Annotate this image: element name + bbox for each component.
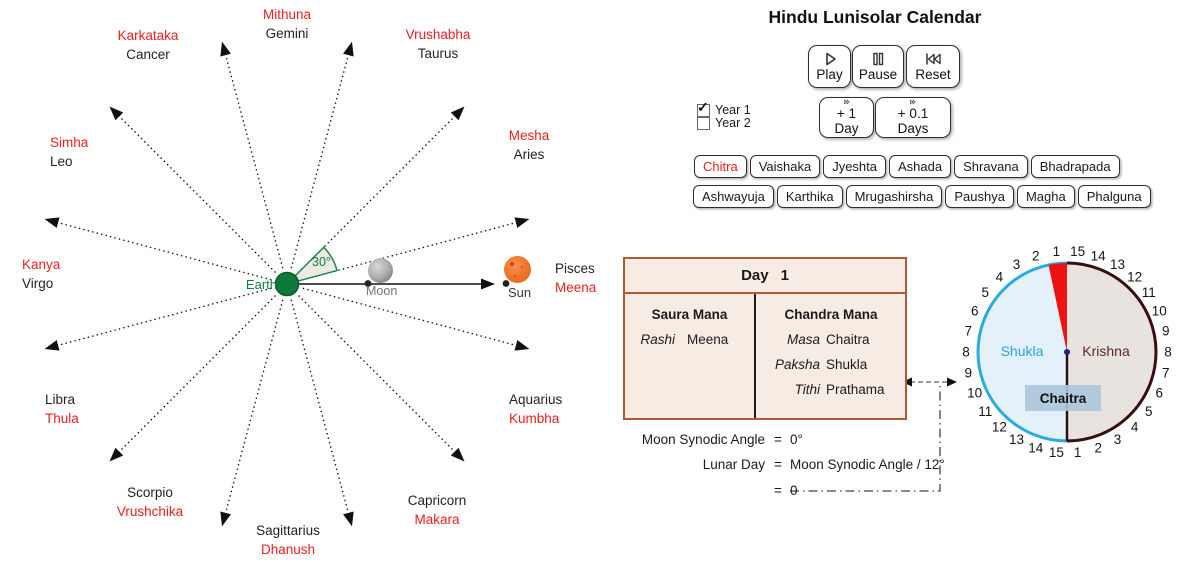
fast-forward-icon [838, 99, 856, 105]
tithi-value: Prathama [826, 382, 885, 397]
day-label: Day [741, 267, 769, 284]
tithi-number: 1 [1073, 444, 1082, 460]
saura-mana-title: Saura Mana [651, 307, 728, 322]
tithi-number: 11 [978, 403, 993, 419]
lunar-day-formula: Lunar Day = Moon Synodic Angle / 12° [702, 457, 945, 472]
reset-icon [923, 52, 943, 66]
rashi-angle-label: 30° [312, 255, 331, 269]
zodiac-ray [223, 45, 283, 268]
masa-value: Chaitra [826, 332, 870, 347]
month-tab-chitra[interactable]: Chitra [694, 155, 747, 178]
zodiac-ray [112, 296, 275, 459]
pause-icon [869, 52, 887, 66]
month-tab-vaishaka[interactable]: Vaishaka [750, 155, 821, 178]
zodiac-ray [48, 288, 271, 348]
zodiac-label-gemini: Mithuna Gemini [262, 7, 312, 41]
month-tab-magha[interactable]: Magha [1017, 185, 1075, 208]
wheel-center-dot [1064, 349, 1070, 355]
chandra-mana-title: Chandra Mana [784, 307, 878, 322]
zodiac-label-taurus: Vrushabha Taurus [405, 27, 471, 61]
play-icon [821, 52, 839, 66]
tithi-number: 9 [964, 365, 972, 381]
fast-forward-icon [904, 99, 922, 105]
shukla-paksha-label: Shukla [1000, 343, 1044, 359]
zodiac-label-sagittarius: Sagittarius Dhanush [256, 523, 320, 557]
tithi-number: 14 [1028, 440, 1044, 456]
tithi-number: 5 [981, 285, 990, 301]
sun-speckles [510, 262, 514, 266]
step-1-day-button[interactable]: + 1 Day [819, 97, 874, 138]
tithi-number: 3 [1012, 257, 1021, 272]
zodiac-label-aries: Mesha Aries [508, 128, 550, 162]
rashi-label: Rashi [640, 332, 675, 347]
sun-label: Sun [508, 285, 532, 300]
moon-image [368, 258, 393, 283]
year-2-checkbox[interactable] [697, 117, 710, 130]
tithi-number: 7 [964, 323, 972, 339]
month-tab-jyeshta[interactable]: Jyeshta [823, 155, 886, 178]
zodiac-label-aquarius: Aquarius Kumbha [509, 392, 563, 426]
year-2-row [697, 116, 751, 130]
month-tab-ashada[interactable]: Ashada [889, 155, 951, 178]
zodiac-label-leo: Simha Leo [50, 135, 89, 169]
page-title: Hindu Lunisolar Calendar [768, 7, 982, 27]
day-info-table [623, 257, 907, 420]
tithi-number: 12 [1127, 269, 1143, 285]
play-button[interactable]: Play [808, 45, 851, 88]
month-tab-paushya[interactable]: Paushya [945, 185, 1014, 208]
zodiac-ray [299, 296, 462, 459]
zodiac-label-libra: Libra Thula [45, 392, 79, 426]
tithi-number: 13 [1109, 257, 1126, 272]
reset-button[interactable]: Reset [906, 45, 960, 88]
zodiac-ray [223, 300, 283, 523]
sun-image [504, 256, 531, 283]
tithi-number: 8 [962, 344, 970, 360]
tithi-number: 2 [1094, 440, 1102, 456]
zodiac-label-virgo: Kanya Virgo [22, 257, 61, 291]
zodiac-label-cancer: Karkataka Cancer [117, 28, 179, 62]
day-value: 1 [780, 267, 789, 284]
tithi-number: 13 [1008, 432, 1025, 447]
year-1-row [697, 98, 751, 117]
paksha-value: Shukla [826, 357, 868, 372]
tithi-number: 1 [1052, 244, 1061, 260]
tithi-label: Tithi [794, 382, 820, 397]
tithi-number: 15 [1070, 244, 1086, 260]
paksha-label: Paksha [774, 357, 820, 372]
krishna-paksha-label: Krishna [1082, 343, 1130, 359]
zodiac-ray [48, 220, 271, 280]
moon-label: Moon [366, 284, 398, 298]
zodiac-label-capricorn: Capricorn Makara [407, 493, 467, 527]
tithi-number: 10 [967, 385, 983, 401]
link-arrowhead-right [947, 378, 957, 387]
month-tab-bhadrapada[interactable]: Bhadrapada [1031, 155, 1120, 178]
pause-button[interactable]: Pause [852, 45, 904, 88]
masa-label: Masa [786, 332, 820, 347]
tithi-number: 8 [1164, 344, 1172, 360]
month-tabs-row-1 [694, 155, 1120, 178]
moon-synodic-angle-formula: Moon Synodic Angle = 0° [641, 432, 803, 447]
tithi-number: 12 [991, 419, 1007, 435]
tithi-number: 9 [1162, 323, 1170, 339]
tithi-number: 2 [1032, 248, 1040, 264]
year-1-checkbox[interactable] [697, 98, 710, 117]
zodiac-ray [303, 288, 526, 348]
zodiac-label-pisces: Pisces Meena [555, 261, 597, 295]
year-1-label: Year 1 [715, 103, 751, 117]
tithi-number: 15 [1048, 444, 1064, 460]
tithi-number: 4 [995, 269, 1004, 285]
tithi-number: 7 [1162, 365, 1170, 381]
month-tab-ashwayuja[interactable]: Ashwayuja [693, 185, 774, 208]
rashi-value: Meena [687, 332, 729, 347]
zodiac-ray [112, 109, 275, 272]
zodiac-label-scorpio: Scorpio Vrushchika [116, 485, 184, 519]
earth-label: Earth [245, 277, 277, 292]
tithi-number: 4 [1130, 419, 1139, 435]
tithi-number: 14 [1090, 248, 1106, 264]
tithi-number: 6 [970, 303, 979, 319]
month-tab-phalguna[interactable]: Phalguna [1078, 185, 1151, 208]
earth-dot [276, 273, 299, 296]
lunar-day-result: = 0 [774, 483, 798, 498]
tithi-number: 6 [1155, 385, 1164, 401]
tithi-number: 5 [1144, 403, 1153, 419]
wheel-month-badge: Chaitra [1025, 385, 1101, 411]
zodiac-ray [291, 45, 351, 268]
tithi-number: 10 [1151, 303, 1167, 319]
month-tab-karthika[interactable]: Karthika [777, 185, 843, 208]
zodiac-ray [291, 300, 351, 523]
tithi-number: 11 [1141, 285, 1156, 301]
step-01-day-button[interactable]: + 0.1 Days [875, 97, 951, 138]
month-tab-shravana[interactable]: Shravana [954, 155, 1028, 178]
checkmark-icon: ✓ [697, 98, 709, 115]
year-2-label: Year 2 [715, 116, 751, 130]
tithi-number: 3 [1113, 432, 1122, 447]
month-tabs-row-2 [693, 185, 1151, 208]
month-tab-mrugashirsha[interactable]: Mrugashirsha [846, 185, 943, 208]
day-header [625, 259, 905, 294]
